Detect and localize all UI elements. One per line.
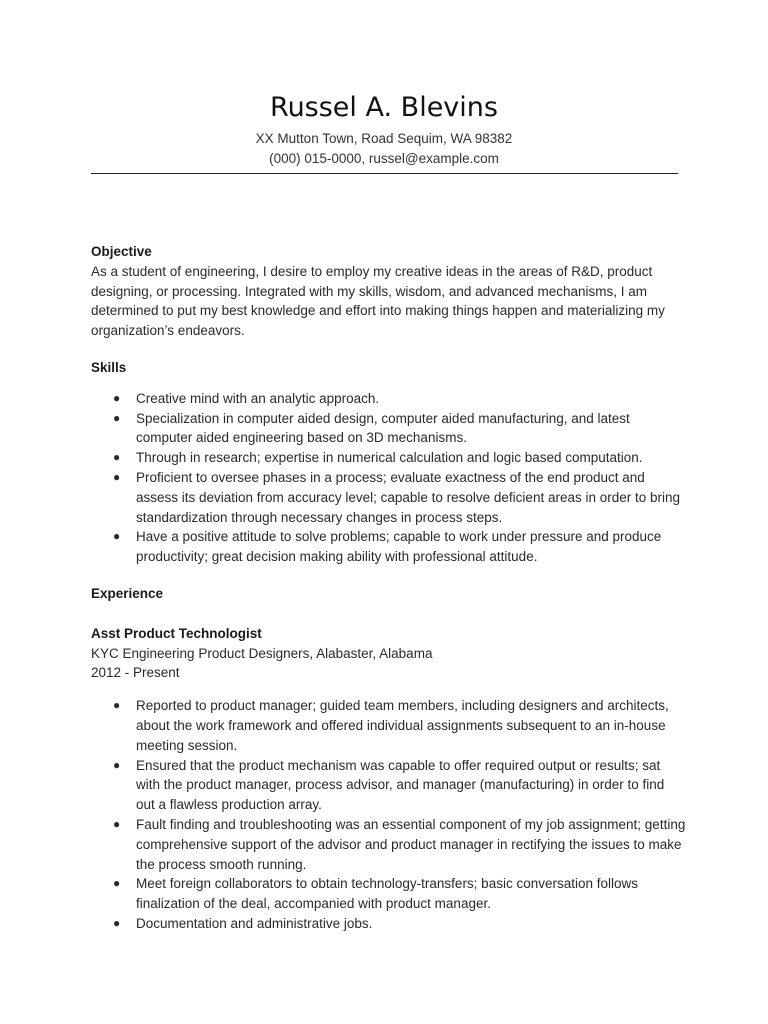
bullet-icon: ● (113, 698, 121, 713)
list-item (91, 448, 686, 468)
list-item (91, 914, 686, 934)
skill-text: Through in research; expertise in numerical calculation and logic based computation. (136, 450, 643, 466)
bullet-icon: ● (113, 876, 121, 891)
bullet-icon: ● (113, 450, 121, 465)
bullet-icon: ● (113, 915, 121, 930)
resume-address: XX Mutton Town, Road Sequim, WA 98382 (255, 131, 513, 146)
company-name: KYC Engineering Product Designers, Alabaster, Alabama (91, 645, 433, 661)
resume-phone-email: (000) 015-0000, russel@example.com (269, 151, 499, 166)
resume-body (91, 242, 686, 934)
experience-text: Ensured that the product mechanism was capable to offer required output or results; sat with the product manager, process advisor, and manager (manufacturing) in order to find out a flawless production array. (136, 757, 665, 813)
experience-text: Meet foreign collaborators to obtain technology-transfers; basic conversation follows finalization of the deal, accompanied with product manager. (136, 876, 639, 912)
objective-heading: Objective (91, 244, 152, 259)
job-title: Asst Product Technologist (91, 625, 262, 641)
bullet-icon: ● (113, 410, 121, 425)
skill-text: Have a positive attitude to solve problems; capable to work under pressure and produce productivity; great decision making ability with professional attitude. (136, 529, 662, 565)
job-dates: 2012 - Present (91, 665, 180, 681)
skills-heading: Skills (91, 359, 127, 375)
experience-text: Reported to product manager; guided team members, including designers and architects, about the work framework and offered individual assignments subsequent to an in-house meeting session. (136, 698, 669, 753)
header-divider (91, 173, 678, 174)
bullet-icon: ● (113, 390, 121, 405)
list-item (91, 409, 686, 449)
list-item (91, 527, 686, 567)
skills-list (91, 389, 686, 567)
bullet-icon: ● (113, 469, 121, 484)
list-item (91, 696, 686, 755)
list-item (91, 874, 686, 914)
list-item (91, 815, 686, 874)
experience-text: Fault finding and troubleshooting was an essential component of my job assignment; getting comprehensive support of the advisor and product manager in rectifying the issues to make the process smooth running. (136, 816, 686, 872)
bullet-icon: ● (113, 757, 121, 772)
skill-text: Proficient to oversee phases in a process; evaluate exactness of the end product and assess its deviation from accuracy level; capable to resolve deficient areas in order to bring standardization through necessary changes in process steps. (136, 469, 681, 525)
list-item (91, 468, 686, 527)
skill-text: Creative mind with an analytic approach. (136, 390, 380, 406)
experience-list (91, 696, 686, 934)
bullet-icon: ● (113, 529, 121, 544)
list-item (91, 756, 686, 815)
resume-name: Russel A. Blevins (270, 92, 498, 123)
list-item (91, 389, 686, 409)
bullet-icon: ● (113, 816, 121, 831)
objective-text: As a student of engineering, I desire to employ my creative ideas in the areas of R&D, product designing, or processing. Integrated with my skills, wisdom, and advanced mechanisms, I am determined to put my best knowledge and effort into making things happen and materializing my organization’s endeavors. (91, 263, 665, 339)
experience-text: Documentation and administrative jobs. (136, 915, 373, 931)
experience-heading: Experience (91, 585, 164, 601)
skill-text: Specialization in computer aided design, computer aided manufacturing, and latest computer aided engineering based on 3D mechanisms. (136, 410, 630, 446)
